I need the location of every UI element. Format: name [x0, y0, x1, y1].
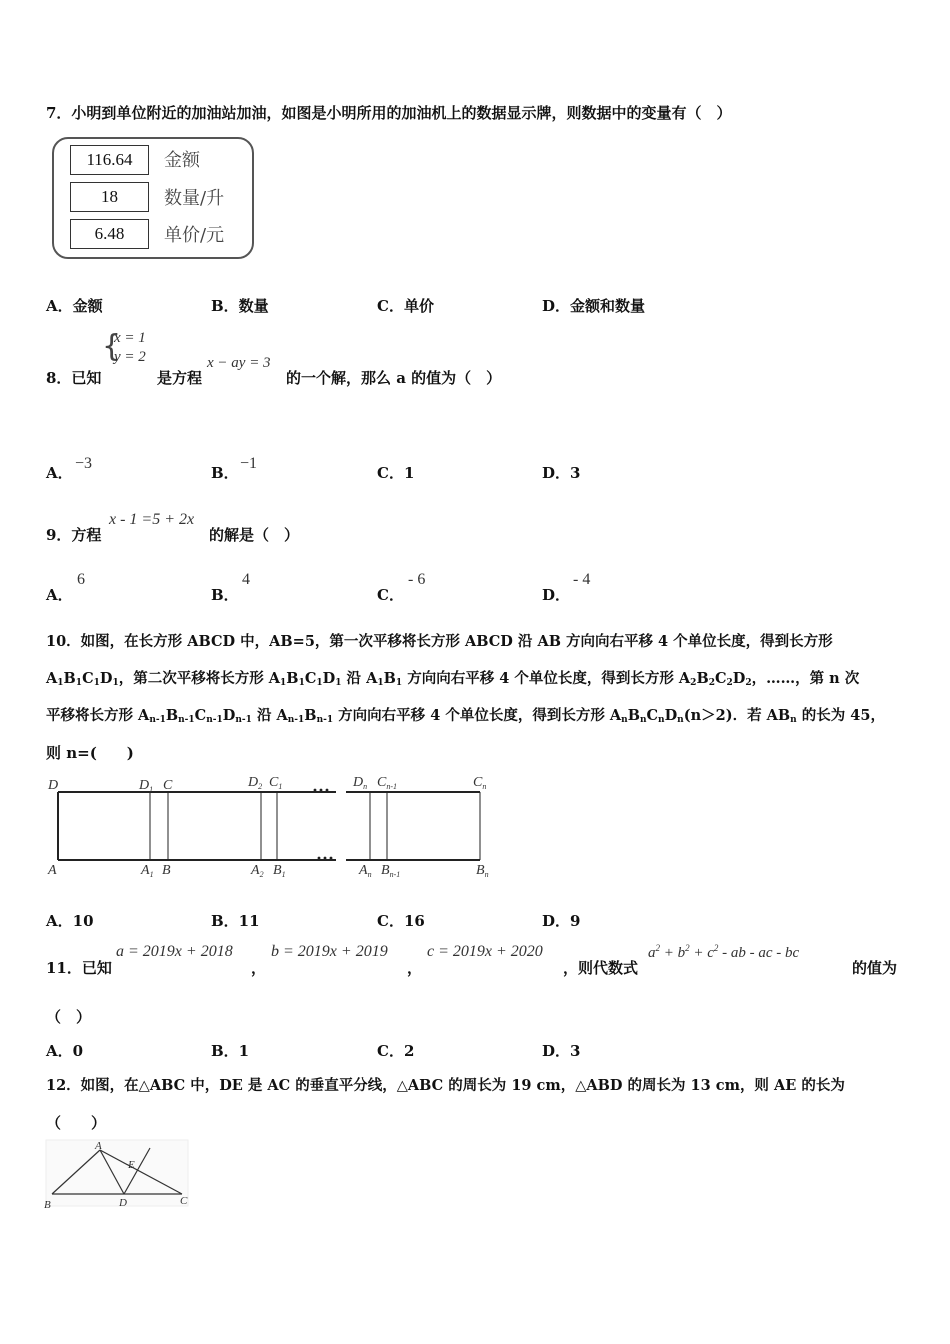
- q10-line4: 则 n=( ): [46, 744, 134, 762]
- label-b: B: [44, 1199, 51, 1211]
- figure-background: [46, 1140, 188, 1206]
- q12-triangle-figure: [42, 1138, 192, 1213]
- q10-translation-figure: [40, 768, 510, 888]
- fuel-value-amount: 116.64: [86, 150, 133, 169]
- q9-option-d-label[interactable]: D．: [542, 586, 571, 604]
- label-d: D: [48, 778, 59, 793]
- label-cn-1: $C_{n-1}$: [377, 775, 398, 791]
- q9-option-c-label[interactable]: C．: [377, 586, 404, 604]
- q11-mid: ，则代数式: [563, 959, 639, 977]
- figure-ellipsis-bottom: ···: [316, 848, 335, 868]
- q10-line3: 平移将长方形 $A_{n-1}B_{n-1}C_{n-1}D_{n-1}$ 沿 $A_{n-1}B_{n-1}$ 方向向右平移 4 个单位长度，得到长方形 $A_nB_nC_nD_n(n>2)$．若 $AB_n$ 的长为 45，: [46, 707, 885, 725]
- q8-prefix: 8．已知: [46, 369, 102, 387]
- fuel-value-box-price: [70, 219, 149, 249]
- label-bn-1: $B_{n-1}$: [381, 863, 401, 879]
- fuel-value-quantity: 18: [101, 187, 118, 206]
- q11-option-b[interactable]: B．1: [211, 1042, 250, 1060]
- fuel-label-price: 单价/元: [164, 225, 225, 246]
- q11-a-def: a = 2019x + 2018: [116, 943, 233, 960]
- q9-option-b-label[interactable]: B．: [211, 586, 239, 604]
- figure-ellipsis-top: ···: [312, 780, 331, 800]
- fuel-value-price: 6.48: [94, 224, 125, 243]
- label-b: B: [162, 863, 171, 878]
- q8-option-b-label[interactable]: B．: [211, 464, 239, 482]
- q7-option-a[interactable]: A．金额: [46, 297, 103, 315]
- label-a2: $A_2$: [251, 863, 264, 879]
- label-an: $A_n$: [359, 863, 372, 879]
- fuel-label-quantity: 数量/升: [164, 188, 225, 209]
- q9-option-c-value: - 6: [408, 571, 426, 588]
- label-cn: $C_n$: [473, 775, 487, 791]
- q10-option-c[interactable]: C．16: [377, 912, 425, 930]
- label-dn: $D_n$: [353, 775, 368, 791]
- q8-mid: 是方程: [157, 369, 203, 387]
- q10-line1: 10．如图，在长方形 ABCD 中，AB=5，第一次平移将长方形 ABCD 沿 AB 方向向右平移 4 个单位长度，得到长方形: [46, 633, 833, 650]
- q8-option-a-label[interactable]: A．: [46, 464, 73, 482]
- q8-option-b-value: −1: [240, 455, 258, 472]
- q8-option-c[interactable]: C．1: [377, 464, 415, 482]
- label-a1: $A_1$: [141, 863, 154, 879]
- label-a: A: [95, 1140, 102, 1152]
- q10-option-a[interactable]: A．10: [46, 912, 94, 930]
- q11-answer-paren: （ ）: [46, 1008, 92, 1026]
- fuel-value-box-quantity: [70, 182, 149, 212]
- q11-expression: $a^2 + b^2 + c^2$ - ab - ac - bc: [648, 943, 800, 961]
- q8-equation: x − ay = 3: [207, 355, 271, 371]
- q11-option-d[interactable]: D．3: [542, 1042, 581, 1060]
- label-b1: $B_1$: [273, 863, 286, 879]
- q11-suffix: 的值为: [852, 959, 898, 977]
- q7-option-d[interactable]: D．金额和数量: [542, 297, 646, 315]
- q8-system-brace: {: [102, 329, 122, 364]
- q9-option-d-value: - 4: [573, 571, 591, 588]
- fuel-value-box-amount: [70, 145, 149, 175]
- q9-option-a-value: 6: [77, 571, 85, 588]
- q8-option-a-value: −3: [75, 455, 93, 472]
- q11-c-def: c = 2019x + 2020: [427, 943, 543, 960]
- q12-line1: 12．如图，在△ABC 中，DE 是 AC 的垂直平分线，△ABC 的周长为 19 cm，△ABD 的周长为 13 cm，则 AE 的长为: [46, 1077, 845, 1094]
- q9-equation: x - 1 =5 + 2x: [109, 511, 195, 528]
- q9-prefix: 9．方程: [46, 526, 102, 544]
- q11-option-c[interactable]: C．2: [377, 1042, 415, 1060]
- label-a: A: [48, 863, 57, 878]
- label-c: C: [163, 778, 173, 793]
- q10-option-b[interactable]: B．11: [211, 912, 260, 930]
- q7-option-b[interactable]: B．数量: [211, 297, 269, 315]
- label-c: C: [180, 1195, 188, 1207]
- label-bn: $B_n$: [476, 863, 489, 879]
- q9-option-b-value: 4: [242, 571, 250, 588]
- label-d1: $D_1$: [139, 778, 154, 794]
- q8-option-d[interactable]: D．3: [542, 464, 581, 482]
- label-c1: $C_1$: [269, 775, 283, 791]
- q10-option-d[interactable]: D．9: [542, 912, 581, 930]
- q11-sep1: ，: [251, 959, 267, 977]
- fuel-label-amount: 金额: [164, 150, 200, 171]
- q11-b-def: b = 2019x + 2019: [271, 943, 388, 960]
- label-d: D: [119, 1197, 127, 1209]
- q12-line2: （ ）: [46, 1114, 107, 1132]
- q7-option-c[interactable]: C．单价: [377, 297, 434, 315]
- q8-system-line1: x = 1: [114, 330, 146, 346]
- q8-suffix: 的一个解，那么 a 的值为（ ）: [286, 369, 502, 387]
- q9-suffix: 的解是（ ）: [209, 526, 300, 544]
- q11-prefix: 11．已知: [46, 959, 112, 977]
- q11-option-a[interactable]: A．0: [46, 1042, 84, 1060]
- label-d2: $D_2$: [248, 775, 263, 791]
- q9-option-a-label[interactable]: A．: [46, 586, 73, 604]
- q7-text: 7．小明到单位附近的加油站加油，如图是小明所用的加油机上的数据显示牌，则数据中的变量有（ ）: [46, 104, 732, 122]
- q11-sep2: ，: [407, 959, 423, 977]
- q8-system-line2: y = 2: [114, 349, 146, 365]
- q10-line2: $A_1B_1C_1D_1$，第二次平移将长方形 $A_1B_1C_1D_1$ 沿 $A_1B_1$ 方向向右平移 4 个单位长度，得到长方形 $A_2B_2C_2D_2$，……，第 n 次: [46, 670, 860, 688]
- label-e: E: [128, 1159, 135, 1171]
